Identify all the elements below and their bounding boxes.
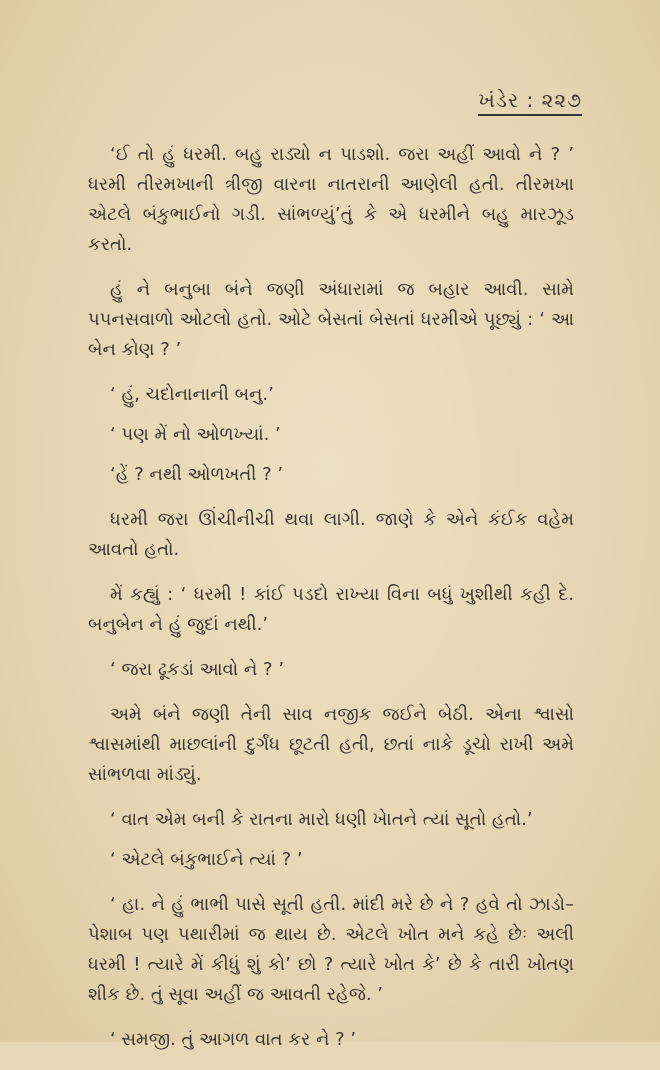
dialogue-line: ‘ પણ મેં નો ઓળખ્યાં. ’ [110, 424, 281, 445]
dialogue-line: ‘ જરા ઢૂકડાં આવો ને ? ’ [110, 659, 285, 680]
paragraph: અમે બંને જણી તેની સાવ નજીક જઈને બેઠી. એના શ્વાસો શ્વાસમાંથી માછલાંની દુર્ગંધ છૂટતી હતી, છતાં નાકે ડૂચો રાખી અમે સાંભળવા માંડ્યું. [88, 704, 574, 785]
dialogue-line: ‘ હું, ચદોનાનાની બનુ.’ [110, 384, 274, 405]
paragraph: ‘ઈ તો હું ધરમી. બહુ રાડ્યો ન પાડશો. જરા અહીં આવો ને ? ’ ધરમી તીરમખાની ત્રીજી વારના નાતરાની આણેલી હતી. તીરમખા એટલે બંકુભાઈનો ગડી. સાંભળ્યું’તું કે એ ધરમીને બહુ મારઝૂડ કરતો. [88, 144, 574, 255]
paragraph: મેં કહ્યું : ‘ ધરમી ! કાંઈ પડદો રાખ્યા વિના બધું ખુશીથી કહી દે. બનુબેન ને હું જુદાં નથી.’ [88, 584, 574, 635]
dialogue-line: ‘ સમજી. તું આગળ વાત કર ને ? ’ [110, 1029, 357, 1050]
dialogue-line: ‘ એટલે બંકુભાઈને ત્યાં ? ’ [110, 849, 303, 870]
body-text [88, 140, 574, 1070]
running-header: ખંડેર : ૨૨૭ [478, 88, 582, 116]
dialogue-line: ‘ વાત એમ બની કે રાતના મારો ધણી ખેાતને ત્યાં સૂતો હતો.’ [110, 809, 533, 830]
paragraph: ‘ હા. ને હું ભાભી પાસે સૂતી હતી. માંદી મરે છે ને ? હવે તો ઝાડો–પેશાબ પણ પથારીમાં જ થાય છે. એટલે ખોત મને કહે છેઃ અલી ધરમી ! ત્યારે મેં કીધું શું કો’ છો ? ત્યારે ખોત કે’ છે કે તારી ખોતણ શીક છે. તું સૂવા અહીં જ આવતી રહેજે. ’ [88, 894, 574, 1005]
paragraph: હું ને બનુબા બંને જણી અંધારામાં જ બહાર આવી. સામે પપનસવાળો ઓટલો હતો. ઓટે બેસતાં બેસતાં ધરમીએ પૂછ્યું : ‘ આ બેન કોણ ? ’ [88, 279, 574, 360]
dialogue-line: ‘હેં ? નથી ઓળખતી ? ’ [110, 464, 284, 485]
paragraph: ધરમી જરા ઊંચીનીચી થવા લાગી. જાણે કે એને કંઈક વહેમ આવતો હતો. [88, 509, 574, 560]
